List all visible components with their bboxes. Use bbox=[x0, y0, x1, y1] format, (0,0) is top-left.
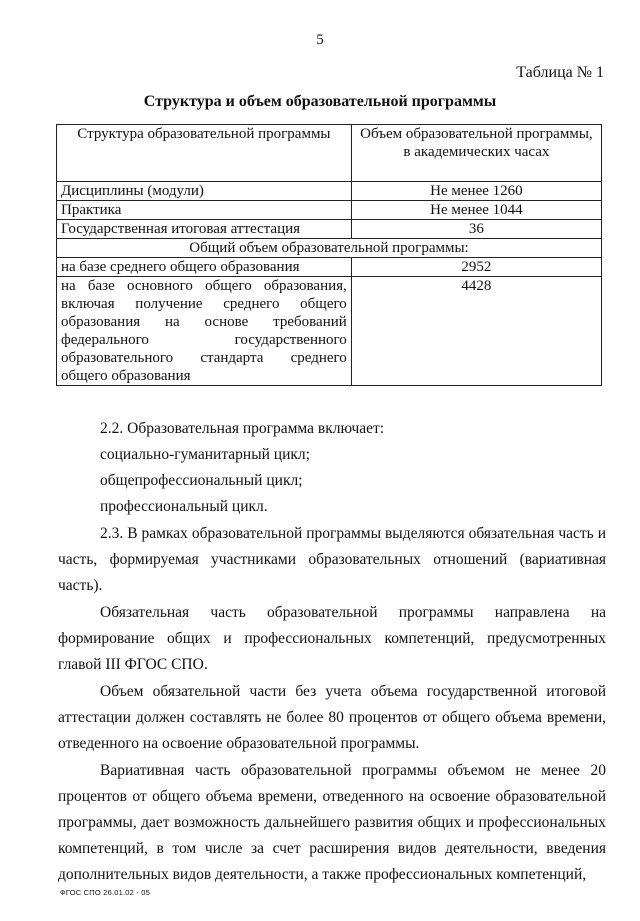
row-disciplines-value: Не менее 1260 bbox=[351, 182, 601, 201]
row-disciplines-label: Дисциплины (модули) bbox=[57, 182, 352, 201]
row-practice-value: Не менее 1044 bbox=[351, 201, 601, 220]
paragraph-variative-part: Вариативная часть образовательной программы объемом не менее 20 процентов от общего объема времени, отведенного на освоение образовательной программы, дает возможность дальнейшего развития общих и профессиональных компетенций, в том числе за счет расширения видов деятельности, введения дополнительных видов деятельности, а также профессиональных компетенций, bbox=[58, 762, 606, 883]
paragraph-2-3: 2.3. В рамках образовательной программы выделяются обязательная часть и часть, формируемая участниками образовательных отношений (вариативная часть). bbox=[58, 525, 606, 594]
paragraph-mandatory-volume: Объем обязательной части без учета объема государственной итоговой аттестации должен составлять не более 80 процентов от общего объема времени, отведенного на освоение образовательной программы. bbox=[58, 683, 606, 752]
footer-standard-code: ФГОС СПО 26.01.02 - 05 bbox=[60, 888, 151, 897]
table-label: Таблица № 1 bbox=[516, 64, 604, 81]
table-row bbox=[57, 277, 602, 386]
paragraph-2-2: 2.2. Образовательная программа включает: bbox=[100, 420, 385, 437]
row-basic-base-label: на базе основного общего образования, включая получение среднего общего образования на основе требований федерального государственного образовательного стандарта среднего общего образования bbox=[57, 277, 352, 386]
list-item: общепрофессиональный цикл; bbox=[100, 472, 303, 489]
table-row bbox=[57, 201, 602, 220]
row-basic-base-value: 4428 bbox=[351, 277, 601, 386]
header-structure-cell: Структура образовательной программы bbox=[57, 125, 352, 182]
row-attestation-value: 36 bbox=[351, 220, 601, 239]
table-row bbox=[57, 258, 602, 277]
header-volume-cell: Объем образовательной программы, в академических часах bbox=[351, 125, 601, 182]
program-structure-table bbox=[56, 124, 602, 386]
row-secondary-base-value: 2952 bbox=[351, 258, 601, 277]
list-item: профессиональный цикл. bbox=[100, 498, 268, 515]
row-secondary-base-label: на базе среднего общего образования bbox=[57, 258, 352, 277]
body-text bbox=[58, 416, 606, 888]
table-total-heading-row bbox=[57, 239, 602, 258]
list-item: социально-гуманитарный цикл; bbox=[100, 446, 310, 463]
table-row bbox=[57, 182, 602, 201]
row-attestation-label: Государственная итоговая аттестация bbox=[57, 220, 352, 239]
table-row bbox=[57, 220, 602, 239]
table-header-row bbox=[57, 125, 602, 182]
table-title: Структура и объем образовательной программы bbox=[143, 93, 497, 110]
row-practice-label: Практика bbox=[57, 201, 352, 220]
paragraph-mandatory-part: Обязательная часть образовательной программы направлена на формирование общих и профессиональных компетенций, предусмотренных главой III ФГОС СПО. bbox=[58, 604, 606, 673]
page-number: 5 bbox=[316, 32, 324, 48]
total-heading-cell: Общий объем образовательной программы: bbox=[57, 239, 602, 258]
